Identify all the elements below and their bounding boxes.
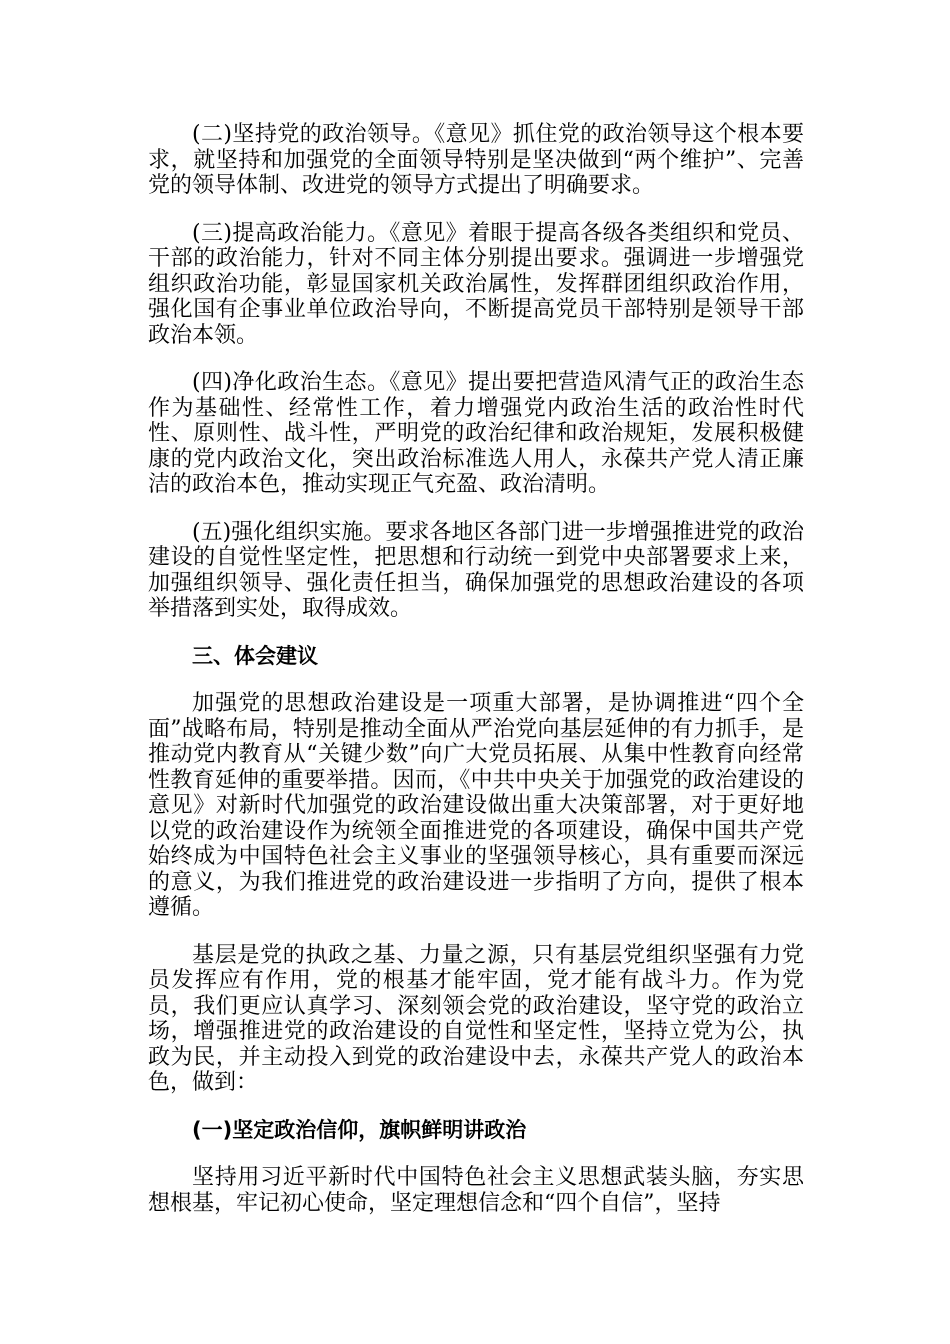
subheading: (一)坚定政治信仰，旗帜鲜明讲政治: [192, 1117, 527, 1142]
paragraph-grassroots: 基层是党的执政之基、力量之源，只有基层党组织坚强有力党员发挥应有作用，党的根基才能牢固，党才能有战斗力。作为党员，我们更应认真学习、深刻领会党的政治建设，坚守党的政治立场，增强推进党的政治建设的自觉性和坚定性，坚持立党为公，执政为民，并主动投入到党的政治建设中去，永葆共产党人的政治本色，做到：: [148, 942, 804, 1095]
paragraph-organizational-implementation: (五)强化组织实施。要求各地区各部门进一步增强推进党的政治建设的自觉性坚定性，把思想和行动统一到党中央部署要求上来，加强组织领导、强化责任担当，确保加强党的思想政治建设的各项举措落到实处，取得成效。: [148, 519, 804, 621]
paragraph-political-capability: (三)提高政治能力。《意见》着眼于提高各级各类组织和党员、干部的政治能力，针对不同主体分别提出要求。强调进一步增强党组织政治功能，彰显国家机关政治属性，发挥群团组织政治作用，强化国有企事业单位政治导向，不断提高党员干部特别是领导干部政治本领。: [148, 220, 804, 348]
paragraph-political-belief: 坚持用习近平新时代中国特色社会主义思想武装头脑，夯实思想根基，牢记初心使命，坚定理想信念和“四个自信”，坚持: [148, 1165, 804, 1216]
document-page: [148, 122, 804, 1238]
paragraph-political-ecology: (四)净化政治生态。《意见》提出要把营造风清气正的政治生态作为基础性、经常性工作，着力增强党内政治生活的政治性时代性、原则性、战斗性，严明党的政治纪律和政治规矩，发展积极健康的党内政治文化，突出政治标准选人用人，永葆共产党人清正廉洁的政治本色，推动实现正气充盈、政治清明。: [148, 370, 804, 497]
section-heading: 三、体会建议: [192, 643, 318, 668]
paragraph-significance: 加强党的思想政治建设是一项重大部署，是协调推进“四个全面”战略布局，特别是推动全面从严治党向基层延伸的有力抓手，是推动党内教育从“关键少数”向广大党员拓展、从集中性教育向经常性教育延伸的重要举措。因而，《中共中央关于加强党的政治建设的意见》对新时代加强党的政治建设做出重大决策部署，对于更好地以党的政治建设作为统领全面推进党的各项建设，确保中国共产党始终成为中国特色社会主义事业的坚强领导核心，具有重要而深远的意义，为我们推进党的政治建设进一步指明了方向，提供了根本遵循。: [148, 691, 804, 920]
paragraph-political-leadership: (二)坚持党的政治领导。《意见》抓住党的政治领导这个根本要求，就坚持和加强党的全面领导特别是坚决做到“两个维护”、完善党的领导体制、改进党的领导方式提出了明确要求。: [148, 122, 804, 198]
